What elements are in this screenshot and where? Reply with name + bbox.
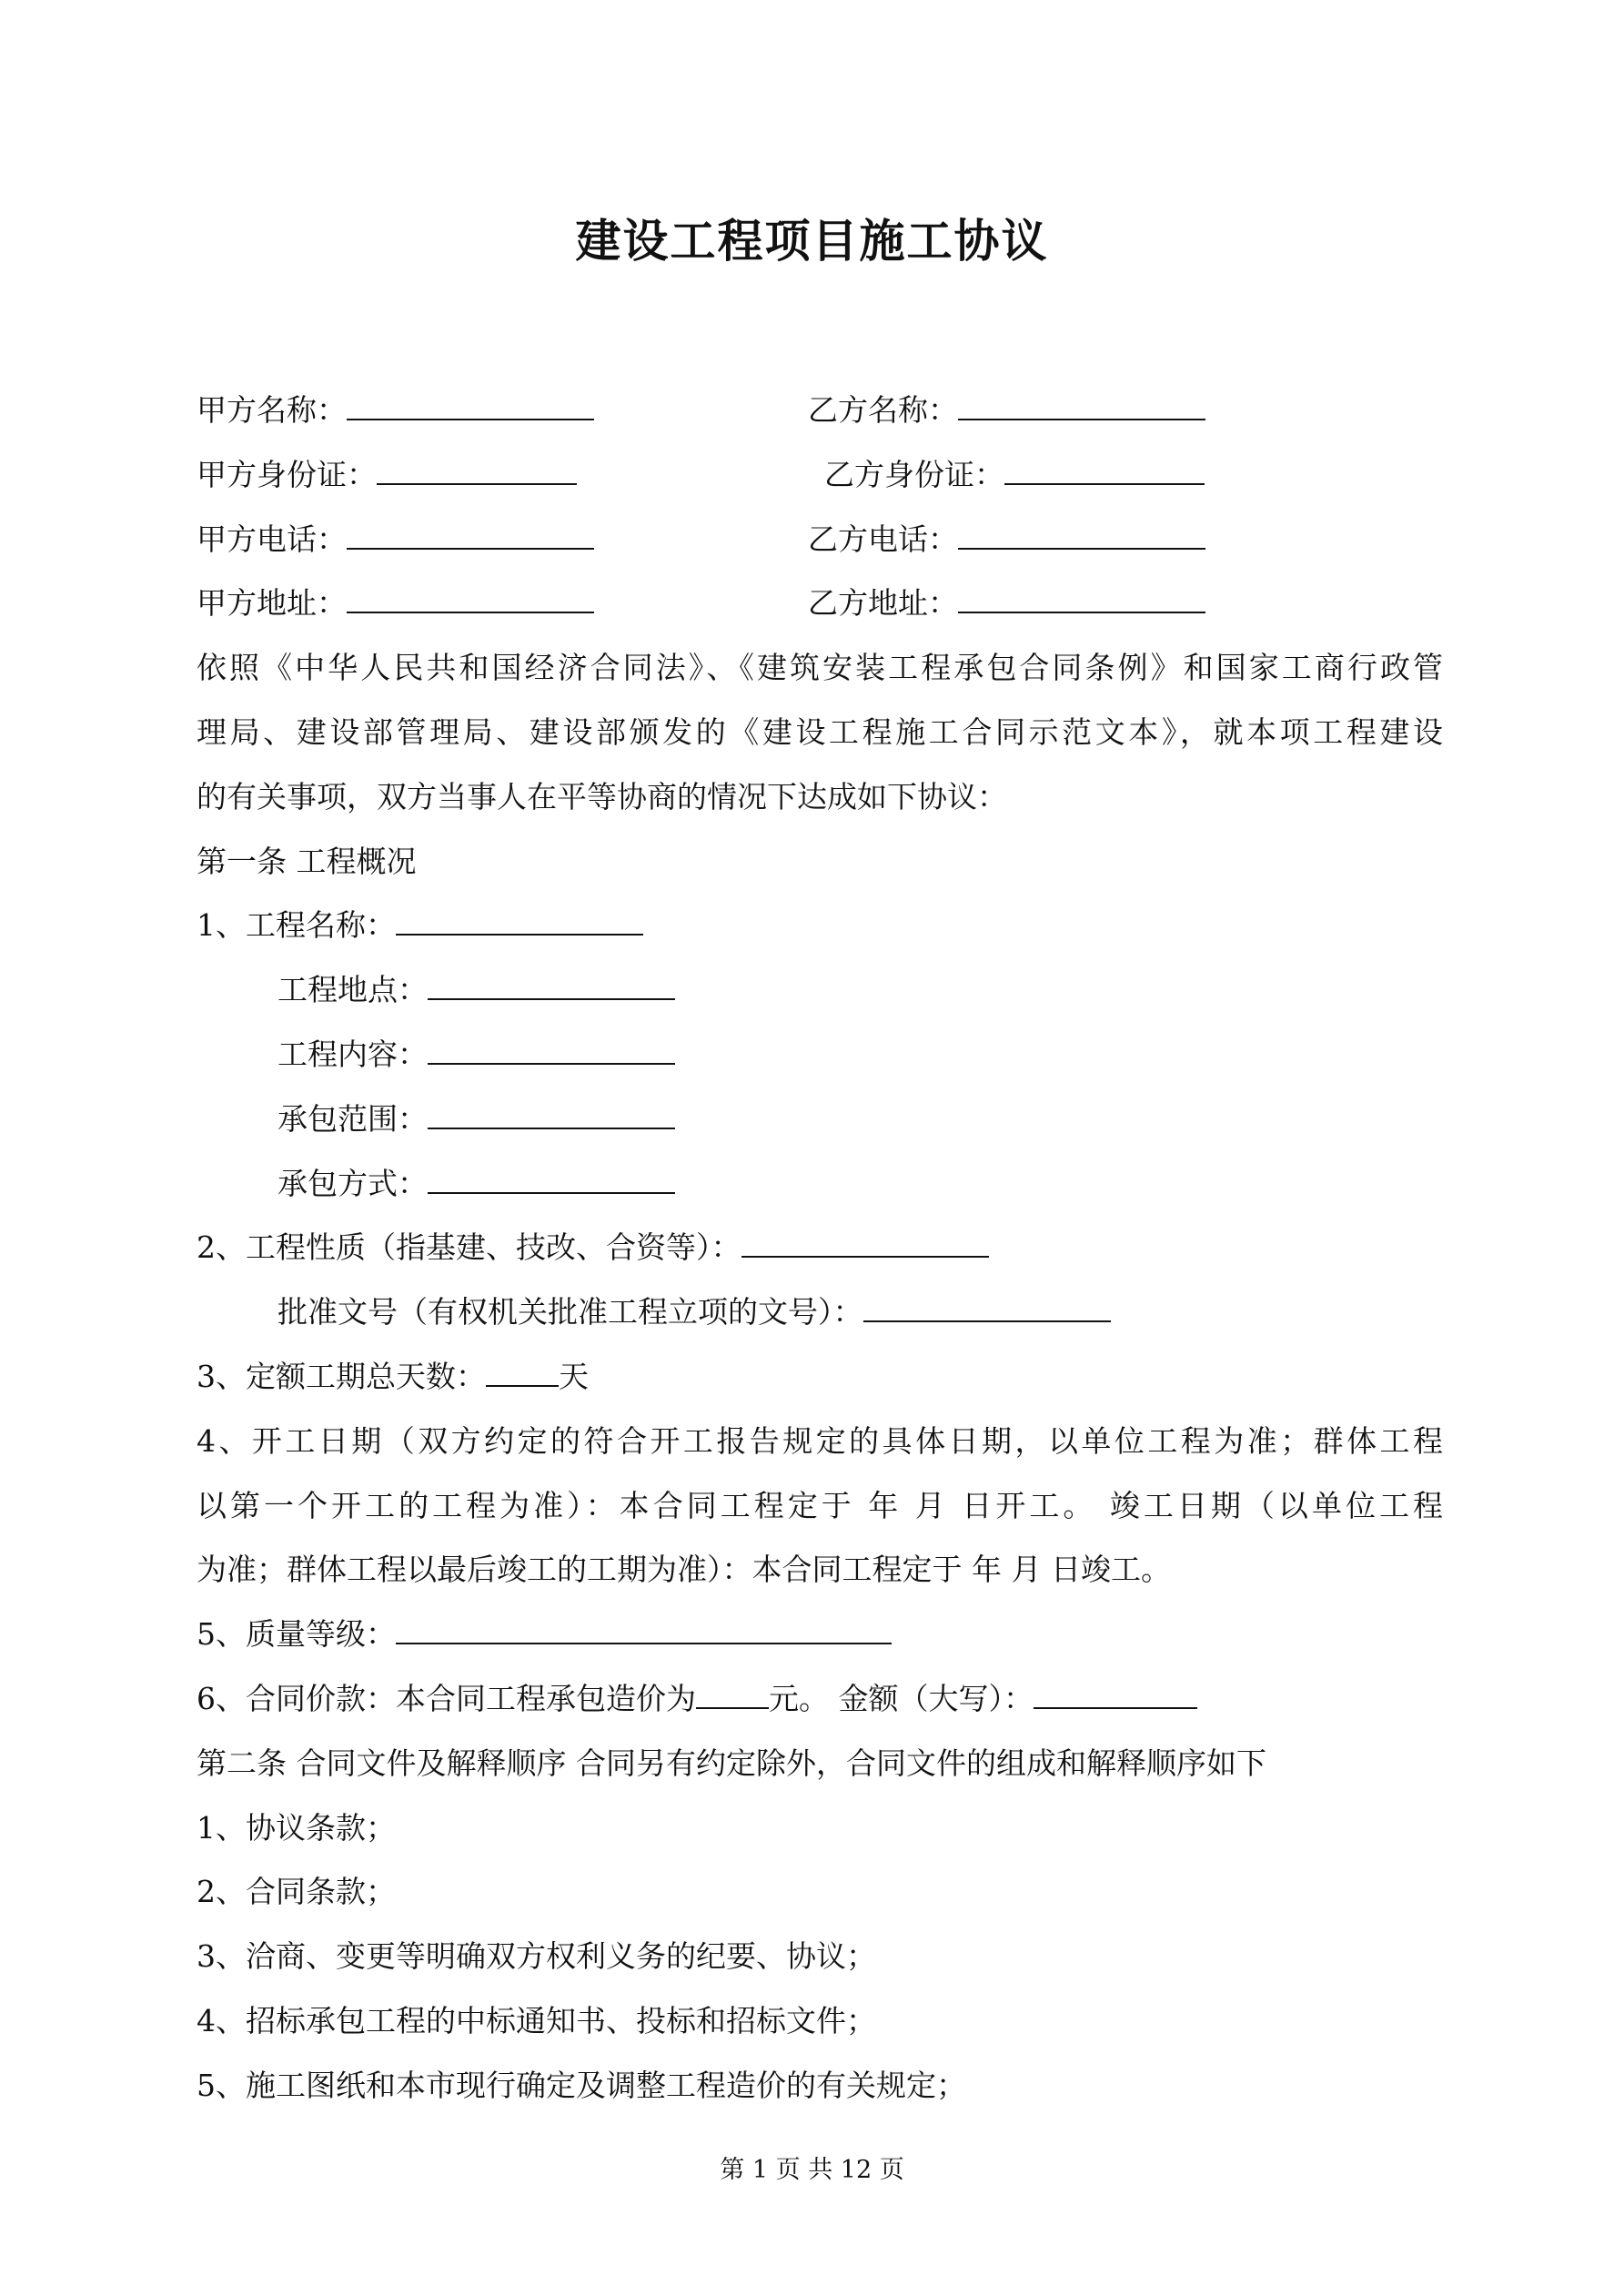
- party-b-address-label: 乙方地址：: [808, 585, 958, 622]
- project-location-label: 工程地点：: [277, 972, 428, 1008]
- contract-scope-row: [197, 1087, 1443, 1152]
- party-row: [197, 379, 1443, 443]
- party-a-id-blank: [377, 461, 577, 485]
- contract-method-blank: [428, 1170, 675, 1194]
- duration-row: [197, 1345, 1443, 1410]
- quality-row: [197, 1603, 1443, 1667]
- duration-blank: [486, 1363, 559, 1387]
- price-label: 6、合同价款：本合同工程承包造价为: [197, 1680, 696, 1716]
- price-row: [197, 1667, 1443, 1732]
- approval-number-label: 批准文号（有权机关批准工程立项的文号）：: [277, 1294, 863, 1330]
- start-date-line: 4、开工日期（双方约定的符合开工报告规定的具体日期，以单位工程为准；群体工程: [197, 1422, 1443, 1459]
- article2-heading: 第二条 合同文件及解释顺序 合同另有约定除外，合同文件的组成和解释顺序如下: [197, 1745, 1266, 1781]
- contract-method-label: 承包方式：: [277, 1165, 428, 1201]
- contract-scope-label: 承包范围：: [277, 1100, 428, 1137]
- quality-label: 5、质量等级：: [197, 1616, 396, 1653]
- list-item: 1、协议条款；: [197, 1809, 396, 1846]
- party-row: [197, 571, 1443, 636]
- start-date-line: 以第一个开工的工程为准）：本合同工程定于 年 月 日开工。 竣工日期（以单位工程: [197, 1487, 1443, 1523]
- project-content-row: [197, 1023, 1443, 1087]
- list-item: 4、招标承包工程的中标通知书、投标和招标文件；: [197, 2002, 876, 2038]
- project-nature-row: [197, 1216, 1443, 1280]
- list-item: 5、施工图纸和本市现行确定及调整工程造价的有关规定；: [197, 2067, 966, 2103]
- amount-blank: [1034, 1685, 1197, 1709]
- contract-method-row: [197, 1152, 1443, 1217]
- party-b-name-label: 乙方名称：: [808, 392, 958, 428]
- project-location-row: [197, 958, 1443, 1023]
- party-b-id-label: 乙方身份证：: [824, 456, 1004, 492]
- project-name-blank: [396, 912, 643, 936]
- party-b-phone-label: 乙方电话：: [808, 521, 958, 557]
- party-row: [197, 443, 1443, 508]
- article1-heading: 第一条 工程概况: [197, 843, 417, 879]
- project-content-blank: [428, 1041, 675, 1065]
- duration-label: 3、定额工期总天数：: [197, 1358, 486, 1394]
- list-item: 2、合同条款；: [197, 1874, 396, 1910]
- preamble-line: 的有关事项，双方当事人在平等协商的情况下达成如下协议：: [197, 778, 1007, 814]
- party-a-phone-blank: [347, 526, 594, 550]
- approval-number-row: [197, 1280, 1443, 1345]
- duration-unit: 天: [559, 1358, 589, 1394]
- project-name-label: 1、工程名称：: [197, 907, 396, 944]
- party-a-address-label: 甲方地址：: [197, 585, 347, 622]
- amount-label: 元。 金额（大写）：: [769, 1680, 1034, 1716]
- party-a-phone-label: 甲方电话：: [197, 521, 347, 557]
- party-b-id-blank: [1004, 461, 1205, 485]
- project-location-blank: [428, 976, 675, 1000]
- project-name-row: [197, 894, 1443, 958]
- party-b-phone-blank: [958, 526, 1205, 550]
- party-a-name-label: 甲方名称：: [197, 392, 347, 428]
- contract-scope-blank: [428, 1106, 675, 1129]
- document-body: [197, 379, 1443, 2119]
- list-item: 3、洽商、变更等明确双方权利义务的纪要、协议；: [197, 1938, 876, 1975]
- approval-number-blank: [863, 1299, 1111, 1322]
- document-title: 建设工程项目施工协议: [575, 214, 1049, 268]
- party-a-id-label: 甲方身份证：: [197, 456, 377, 492]
- project-nature-blank: [741, 1234, 989, 1258]
- party-b-name-blank: [958, 397, 1205, 420]
- party-a-address-blank: [347, 590, 594, 613]
- price-blank: [696, 1685, 769, 1709]
- project-content-label: 工程内容：: [277, 1036, 428, 1072]
- page-footer: 第 1 页 共 12 页: [720, 2156, 904, 2184]
- party-row: [197, 508, 1443, 572]
- party-a-name-blank: [347, 397, 594, 420]
- project-nature-label: 2、工程性质（指基建、技改、合资等）：: [197, 1229, 741, 1266]
- preamble-line: 理局、建设部管理局、建设部颁发的《建设工程施工合同示范文本》，就本项工程建设: [197, 713, 1443, 750]
- preamble-line: 依照《中华人民共和国经济合同法》、《建筑安装工程承包合同条例》和国家工商行政管: [197, 650, 1443, 686]
- start-date-line: 为准；群体工程以最后竣工的工期为准）：本合同工程定于 年 月 日竣工。: [197, 1552, 1171, 1588]
- party-b-address-blank: [958, 590, 1205, 613]
- quality-blank: [396, 1621, 892, 1644]
